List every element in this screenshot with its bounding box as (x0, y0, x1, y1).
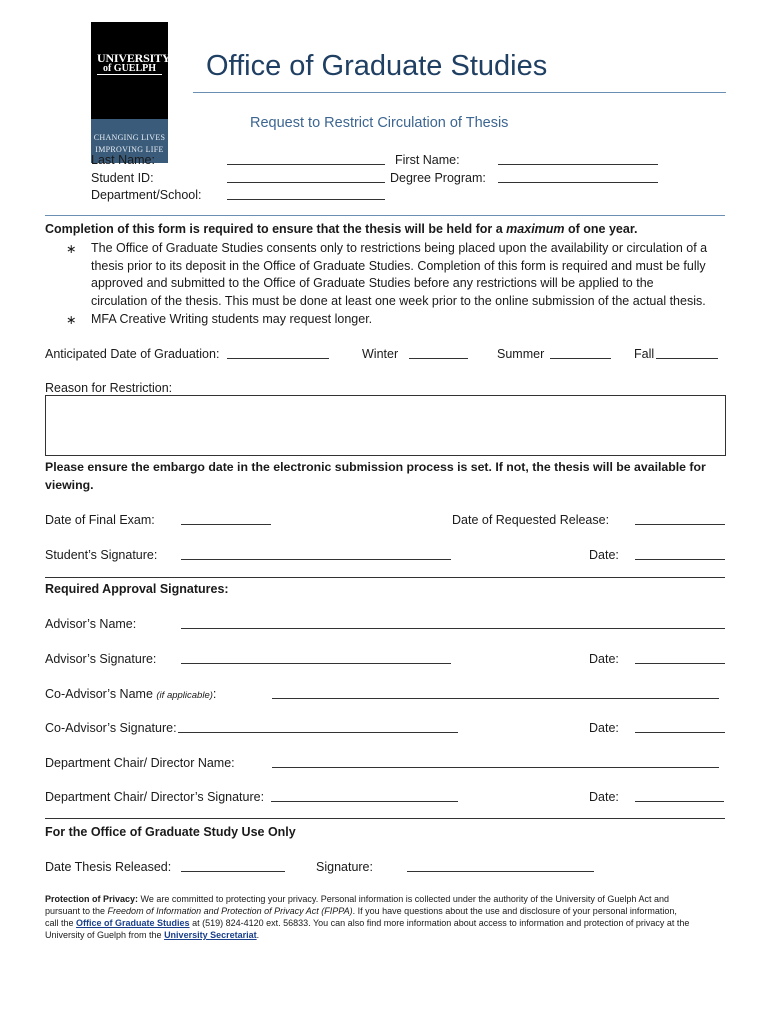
privacy-text-4a: University of Guelph from the (45, 930, 165, 940)
degree-program-label: Degree Program: (390, 171, 486, 185)
logo-line-guelph: of GUELPH (102, 63, 157, 74)
student-signature-field[interactable] (181, 548, 451, 560)
bullet1-line3: approved and submitted to the Office of Graduate Studies before any restrictions will be applied to the (91, 276, 654, 290)
logo-tagline-2: IMPROVING LIFE (95, 145, 164, 154)
advisor-signature-field[interactable] (181, 652, 451, 664)
department-field[interactable] (227, 188, 385, 200)
privacy-line2 (45, 905, 677, 917)
bullet1-line2: thesis prior to its deposit in the Office of Graduate Studies. Completion of this form is required and must be fully (91, 259, 706, 273)
office-use-divider (45, 818, 725, 819)
form-subtitle: Request to Restrict Circulation of Thesis (250, 115, 509, 131)
first-name-label: First Name: (395, 153, 460, 167)
advisor-name-label: Advisor’s Name: (45, 617, 137, 631)
colon: : (212, 687, 217, 701)
summer-label: Summer (497, 347, 545, 361)
embargo-line1: Please ensure the embargo date in the electronic submission process is set. If not, the thesis will be available for (45, 460, 706, 474)
privacy-line1 (45, 893, 669, 905)
student-date-field[interactable] (635, 548, 725, 560)
privacy-text-2b: . If you have questions about the use and disclosure of your personal information, (352, 906, 677, 916)
chair-date-label: Date: (589, 790, 619, 804)
bullet-icon: ∗ (66, 313, 77, 327)
last-name-field[interactable] (227, 153, 385, 165)
co-advisor-date-field[interactable] (635, 721, 725, 733)
chair-name-label: Department Chair/ Director Name: (45, 756, 235, 770)
graduation-date-field[interactable] (227, 347, 329, 359)
bullet-icon: ∗ (66, 242, 77, 256)
privacy-text-3a: call the (45, 918, 77, 928)
if-applicable-note: (if applicable) (156, 690, 213, 701)
student-date-label: Date: (589, 548, 619, 562)
advisor-name-field[interactable] (181, 617, 725, 629)
section-divider (45, 215, 725, 216)
university-secretariat-link[interactable]: University Secretariat (164, 930, 257, 940)
approvals-heading: Required Approval Signatures: (45, 582, 229, 596)
student-id-field[interactable] (227, 171, 385, 183)
student-id-label: Student ID: (91, 171, 154, 185)
logo-rule (97, 74, 162, 75)
title-divider (193, 92, 726, 93)
privacy-label: Protection of Privacy: (45, 894, 139, 904)
graduation-date-label: Anticipated Date of Graduation: (45, 347, 220, 361)
chair-signature-field[interactable] (271, 790, 458, 802)
department-label: Department/School: (91, 188, 202, 202)
advisor-date-label: Date: (589, 652, 619, 666)
co-advisor-name-label (45, 687, 216, 701)
bullet1-line4: circulation of the thesis. This must be done at least one week prior to the online submission of the actual thesis. (91, 294, 706, 308)
summer-field[interactable] (550, 347, 611, 359)
co-advisor-name-text: Co-Advisor’s Name (45, 687, 153, 701)
privacy-text-3b: at (519) 824-4120 ext. 56833. You can also find more information about access to information and protection of privacy at the (189, 918, 690, 928)
privacy-text-2a: pursuant to the (45, 906, 108, 916)
privacy-text-1: We are committed to protecting your privacy. Personal information is collected under the authority of the University of Guelph Act and (138, 894, 669, 904)
degree-program-field[interactable] (498, 171, 658, 183)
co-advisor-signature-field[interactable] (178, 721, 458, 733)
student-signature-label: Student’s Signature: (45, 548, 158, 562)
office-signature-field[interactable] (407, 860, 594, 872)
bullet2-text: MFA Creative Writing students may request longer. (91, 312, 373, 326)
fall-label: Fall (634, 347, 655, 361)
page-title: Office of Graduate Studies (206, 50, 548, 82)
reason-label: Reason for Restriction: (45, 381, 173, 395)
winter-field[interactable] (409, 347, 468, 359)
logo-tagline-1: CHANGING LIVES (93, 133, 166, 142)
co-advisor-date-label: Date: (589, 721, 619, 735)
fippa-act-name: Freedom of Information and Protection of Privacy Act (FIPPA) (107, 906, 353, 916)
reason-textarea[interactable] (45, 395, 726, 456)
last-name-label: Last Name: (91, 153, 155, 167)
office-signature-label: Signature: (316, 860, 373, 874)
privacy-line3 (45, 917, 689, 929)
logo-line-university: UNIVERSITY (97, 51, 171, 65)
approvals-divider (45, 577, 725, 578)
requested-release-field[interactable] (635, 513, 725, 525)
privacy-line4 (45, 929, 259, 941)
chair-signature-label: Department Chair/ Director’s Signature: (45, 790, 265, 804)
date-released-label: Date Thesis Released: (45, 860, 172, 874)
office-use-heading: For the Office of Graduate Study Use Only (45, 825, 296, 839)
winter-label: Winter (362, 347, 399, 361)
advisor-signature-label: Advisor’s Signature: (45, 652, 157, 666)
notice-text-end: of one year. (564, 222, 638, 236)
first-name-field[interactable] (498, 153, 658, 165)
embargo-line2: viewing. (45, 478, 94, 492)
fall-field[interactable] (656, 347, 718, 359)
advisor-date-field[interactable] (635, 652, 725, 664)
date-released-field[interactable] (181, 860, 285, 872)
chair-name-field[interactable] (272, 756, 719, 768)
university-logo (91, 22, 171, 154)
co-advisor-signature-label: Co-Advisor’s Signature: (45, 721, 177, 735)
notice-text: Completion of this form is required to ensure that the thesis will be held for a (45, 222, 507, 236)
bullet1-line1: The Office of Graduate Studies consents only to restrictions being placed upon the availability or circulation of a (91, 241, 708, 255)
notice-emphasis: maximum (506, 222, 565, 236)
final-exam-field[interactable] (181, 513, 271, 525)
final-exam-label: Date of Final Exam: (45, 513, 155, 527)
privacy-text-4b: . (256, 930, 260, 940)
completion-notice (45, 222, 637, 236)
graduate-studies-link[interactable]: Office of Graduate Studies (76, 918, 190, 928)
co-advisor-name-field[interactable] (272, 687, 719, 699)
requested-release-label: Date of Requested Release: (452, 513, 610, 527)
chair-date-field[interactable] (635, 790, 724, 802)
